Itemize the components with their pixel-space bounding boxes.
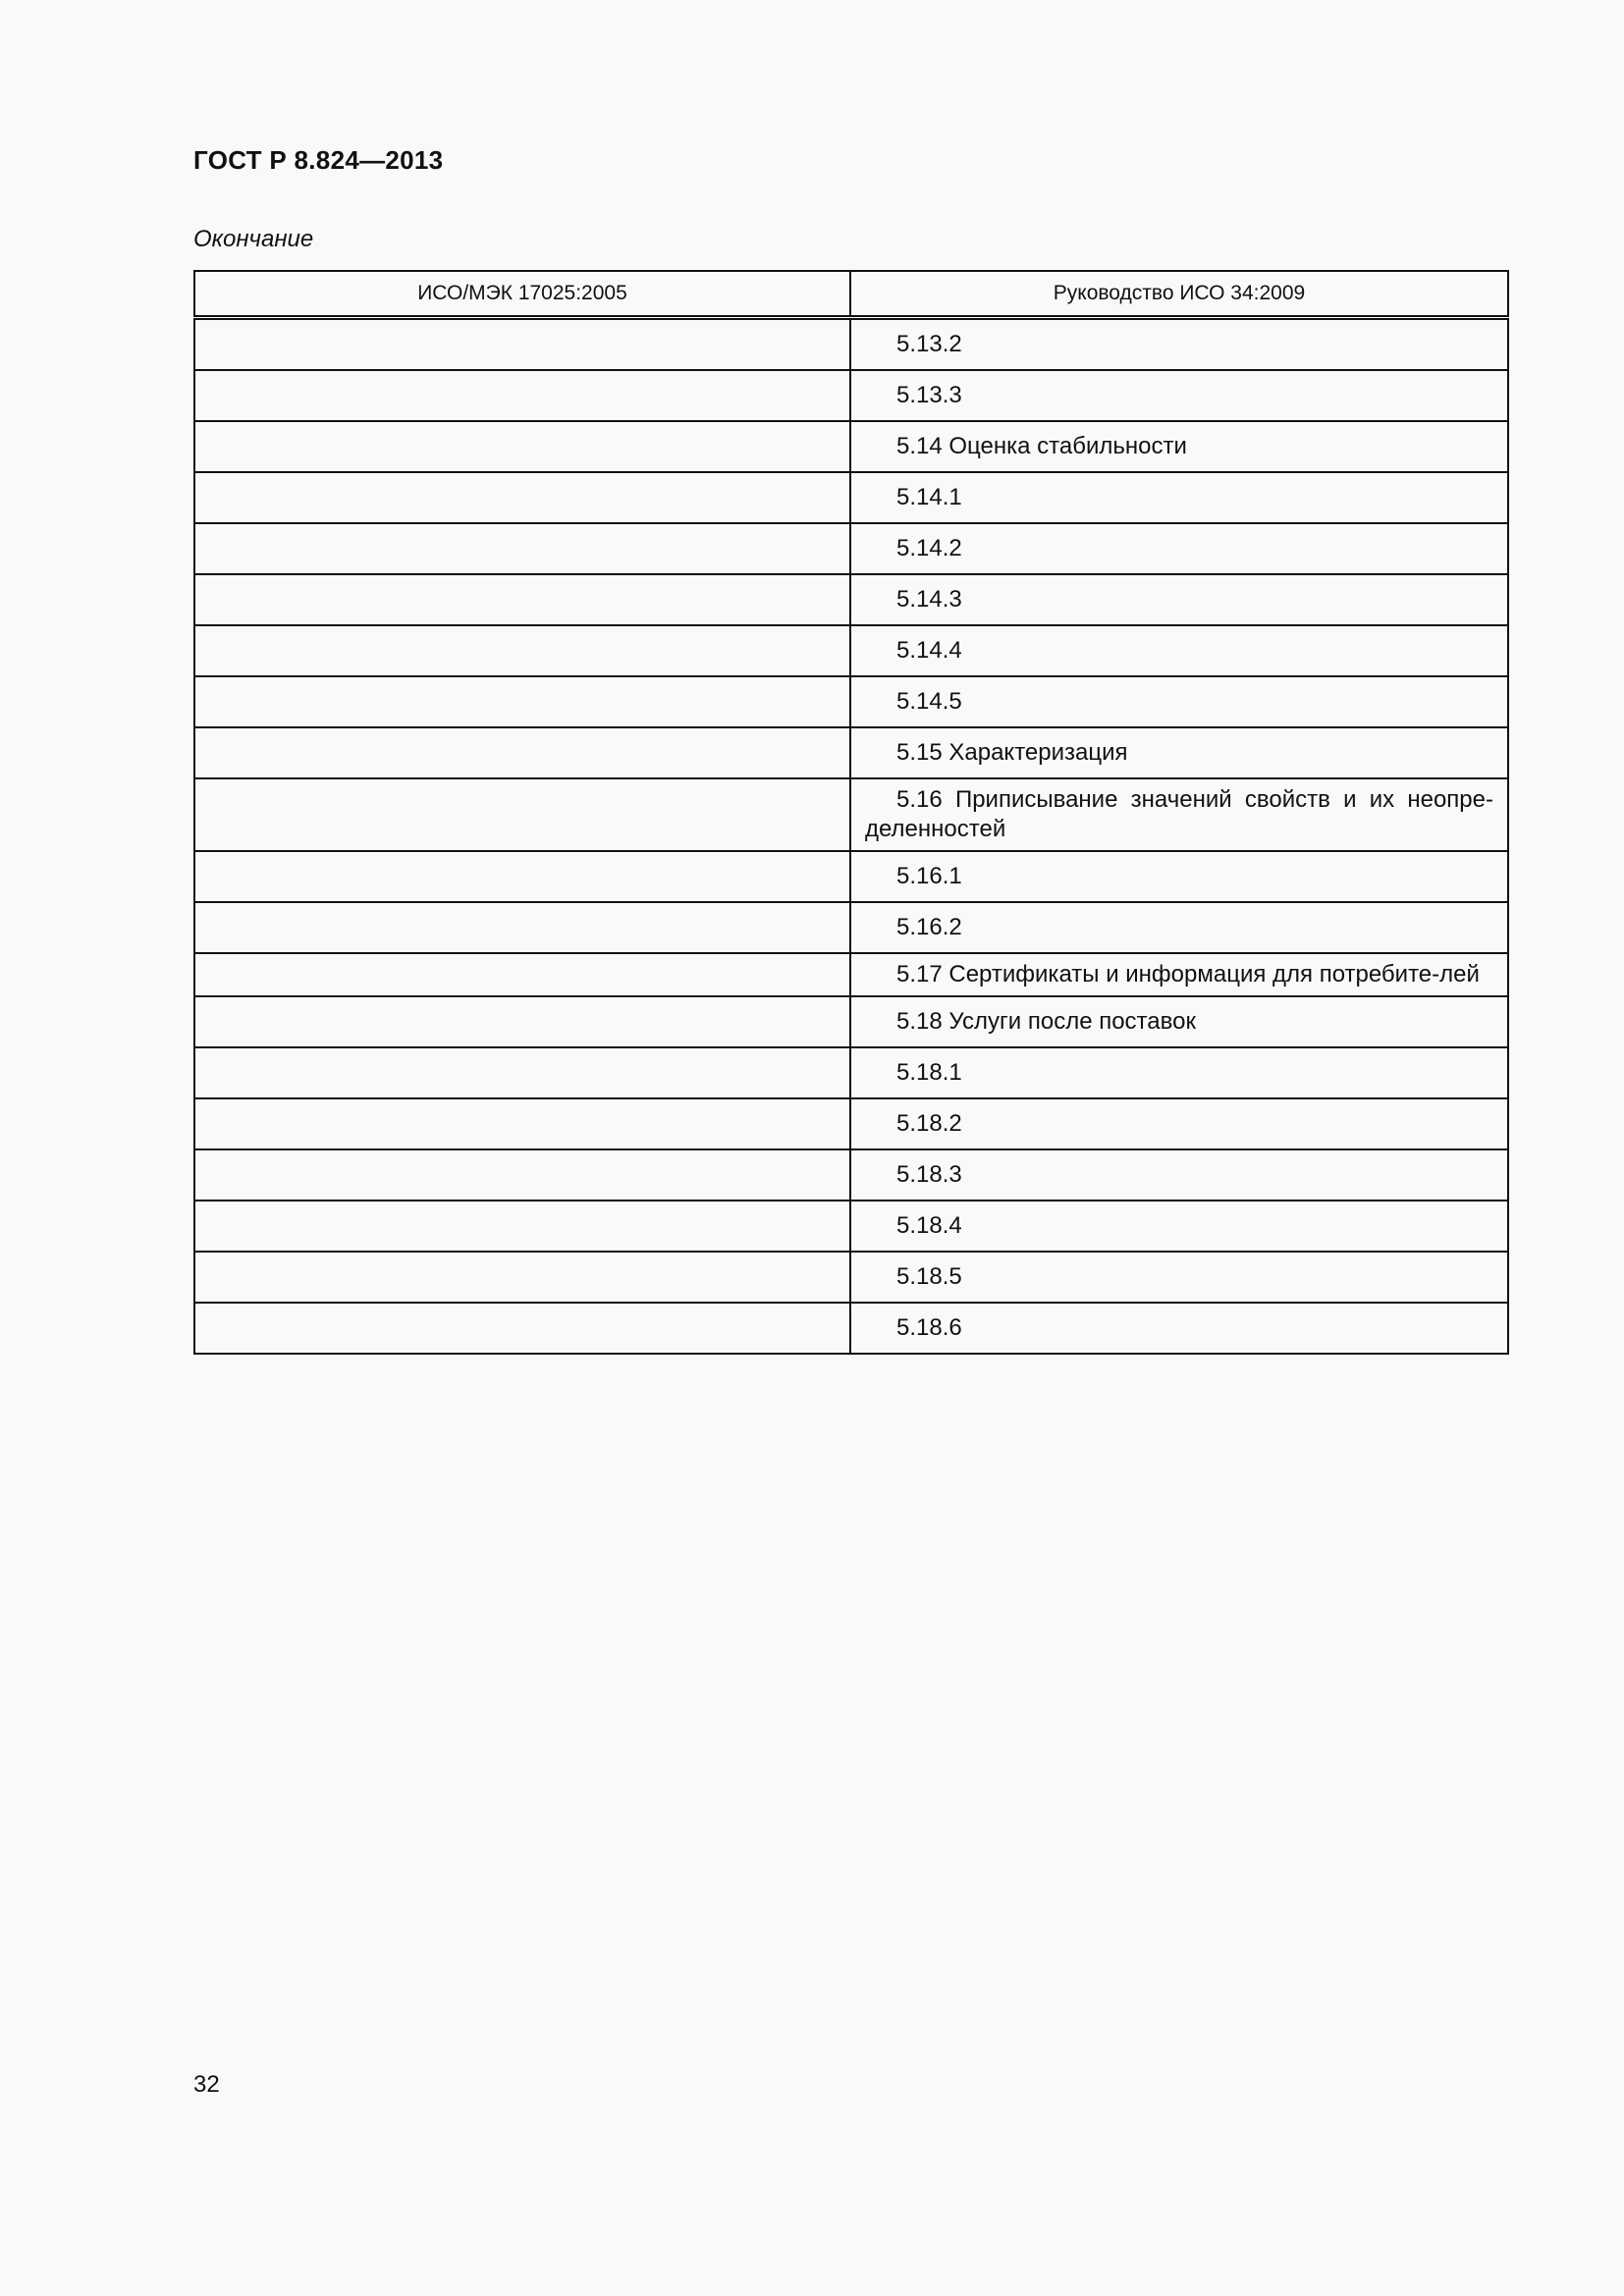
cell-iso-guide-34 bbox=[850, 676, 1508, 727]
cell-iso-iec-17025 bbox=[194, 370, 850, 421]
cell-iso-guide-34 bbox=[850, 851, 1508, 902]
cell-iso-iec-17025 bbox=[194, 1149, 850, 1201]
table-row bbox=[194, 318, 1508, 371]
table-row bbox=[194, 727, 1508, 778]
cell-iso-guide-34 bbox=[850, 625, 1508, 676]
table-row bbox=[194, 574, 1508, 625]
cell-iso-iec-17025 bbox=[194, 996, 850, 1047]
clause-text: 5.14.4 bbox=[896, 637, 962, 664]
table-row bbox=[194, 421, 1508, 472]
cell-iso-guide-34 bbox=[850, 370, 1508, 421]
column-header-iso-iec-17025: ИСО/МЭК 17025:2005 bbox=[194, 271, 850, 318]
cell-iso-iec-17025 bbox=[194, 778, 850, 851]
cell-iso-iec-17025 bbox=[194, 902, 850, 953]
cell-iso-guide-34 bbox=[850, 778, 1508, 851]
clause-text: 5.17 Сертификаты и информация для потребите-лей bbox=[896, 961, 1480, 988]
clause-text: 5.14.3 bbox=[896, 586, 962, 613]
table-row bbox=[194, 996, 1508, 1047]
table-header-row bbox=[194, 271, 1508, 318]
table-row bbox=[194, 851, 1508, 902]
cell-iso-guide-34 bbox=[850, 996, 1508, 1047]
clause-text: 5.18.4 bbox=[896, 1212, 962, 1239]
table-row bbox=[194, 523, 1508, 574]
clause-text: 5.13.3 bbox=[896, 382, 962, 408]
page-number: 32 bbox=[193, 2071, 220, 2098]
cell-iso-iec-17025 bbox=[194, 727, 850, 778]
cell-iso-iec-17025 bbox=[194, 574, 850, 625]
cell-iso-iec-17025 bbox=[194, 1252, 850, 1303]
table-body bbox=[194, 318, 1508, 1355]
cell-iso-iec-17025 bbox=[194, 625, 850, 676]
cell-iso-guide-34 bbox=[850, 902, 1508, 953]
cell-iso-guide-34 bbox=[850, 472, 1508, 523]
column-header-iso-guide-34: Руководство ИСО 34:2009 bbox=[850, 271, 1508, 318]
cell-iso-guide-34 bbox=[850, 1303, 1508, 1354]
clause-text: 5.13.2 bbox=[896, 331, 962, 357]
cell-iso-iec-17025 bbox=[194, 953, 850, 996]
cell-iso-iec-17025 bbox=[194, 472, 850, 523]
table-row bbox=[194, 472, 1508, 523]
cell-iso-guide-34 bbox=[850, 574, 1508, 625]
clause-text: 5.18.2 bbox=[896, 1110, 962, 1137]
clause-text: 5.16.2 bbox=[896, 914, 962, 940]
clause-text: 5.14.2 bbox=[896, 535, 962, 561]
table-row bbox=[194, 1047, 1508, 1098]
clause-text: 5.18.6 bbox=[896, 1314, 962, 1341]
table-row bbox=[194, 902, 1508, 953]
table-caption: Окончание bbox=[193, 226, 314, 252]
cell-iso-guide-34 bbox=[850, 1047, 1508, 1098]
table-row bbox=[194, 1201, 1508, 1252]
cell-iso-iec-17025 bbox=[194, 676, 850, 727]
table-row bbox=[194, 1252, 1508, 1303]
cell-iso-iec-17025 bbox=[194, 421, 850, 472]
clause-text: 5.16.1 bbox=[896, 863, 962, 889]
cell-iso-guide-34 bbox=[850, 318, 1508, 371]
document-title: ГОСТ Р 8.824—2013 bbox=[193, 145, 444, 175]
clause-text: 5.18 Услуги после поставок bbox=[896, 1008, 1196, 1035]
clause-text: 5.16 Приписывание значений свойств и их неопре-деленностей bbox=[865, 786, 1493, 842]
comparison-table bbox=[193, 270, 1509, 1355]
cell-iso-guide-34 bbox=[850, 1201, 1508, 1252]
clause-text: 5.14 Оценка стабильности bbox=[896, 433, 1187, 459]
table-row bbox=[194, 625, 1508, 676]
table-row bbox=[194, 1303, 1508, 1354]
cell-iso-guide-34 bbox=[850, 523, 1508, 574]
clause-text: 5.18.5 bbox=[896, 1263, 962, 1290]
table-row bbox=[194, 1098, 1508, 1149]
cell-iso-guide-34 bbox=[850, 1149, 1508, 1201]
cell-iso-iec-17025 bbox=[194, 1201, 850, 1252]
table-row bbox=[194, 1149, 1508, 1201]
cell-iso-guide-34 bbox=[850, 421, 1508, 472]
cell-iso-iec-17025 bbox=[194, 1303, 850, 1354]
table-row bbox=[194, 370, 1508, 421]
clause-text: 5.18.1 bbox=[896, 1059, 962, 1086]
table-row bbox=[194, 778, 1508, 851]
cell-iso-guide-34 bbox=[850, 1098, 1508, 1149]
cell-iso-guide-34 bbox=[850, 727, 1508, 778]
cell-iso-guide-34 bbox=[850, 953, 1508, 996]
cell-iso-iec-17025 bbox=[194, 851, 850, 902]
cell-iso-iec-17025 bbox=[194, 1047, 850, 1098]
cell-iso-iec-17025 bbox=[194, 523, 850, 574]
cell-iso-guide-34 bbox=[850, 1252, 1508, 1303]
cell-iso-iec-17025 bbox=[194, 1098, 850, 1149]
table-row bbox=[194, 676, 1508, 727]
clause-text: 5.14.1 bbox=[896, 484, 962, 510]
table-row bbox=[194, 953, 1508, 996]
clause-text: 5.18.3 bbox=[896, 1161, 962, 1188]
clause-text: 5.15 Характеризация bbox=[896, 739, 1128, 766]
cell-iso-iec-17025 bbox=[194, 318, 850, 371]
clause-text: 5.14.5 bbox=[896, 688, 962, 715]
